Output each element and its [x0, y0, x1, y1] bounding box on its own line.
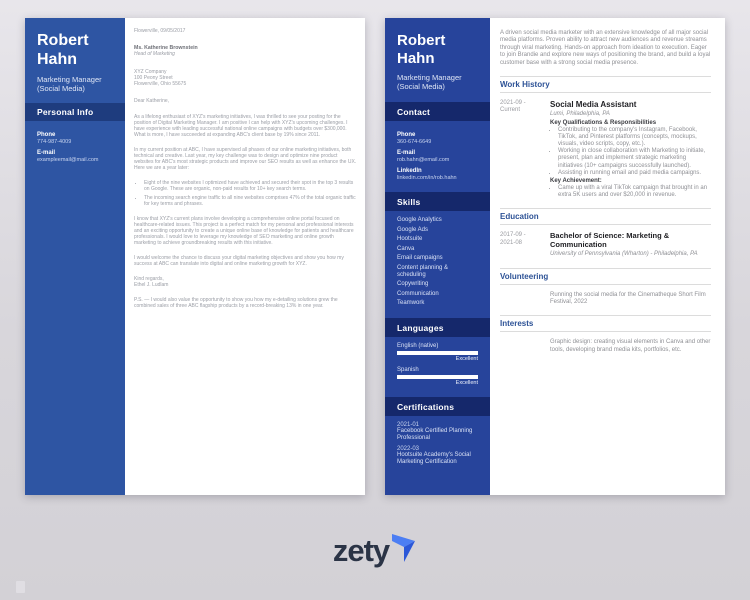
zety-logo-mark-icon [390, 532, 417, 563]
email-label: E-mail [37, 150, 56, 156]
work-date-to: Current [500, 107, 521, 114]
certification-name: Hootsuite Academy's Social Marketing Certification [397, 452, 471, 465]
language-name: Spanish [397, 367, 419, 373]
company-address-block [134, 69, 357, 87]
responsibility-item: • Contributing to the company's Instagram, Facebook, TikTok, and Pinterest platforms (concepts, mockups, visuals, video scripts, copy, etc.). [558, 127, 711, 149]
letter-bullet: • The incoming search engine traffic to all nine websites comprises 47% of the total organic traffic for key terms and phrases. [144, 195, 357, 207]
education-date-from: 2017-09 - [500, 232, 526, 239]
education-degree: Bachelor of Science: Marketing & Communication [550, 231, 670, 249]
personal-info-header: Personal Info [25, 103, 125, 121]
letter-paragraph-1: As a lifelong enthusiast of XYZ's marketing initiatives, I was thrilled to see your posting for the position of Digital Marketing Manager. I am positive I can help with XYZ's upcoming challenges. I have experience with leading successful national online campaigns with budgets over $300,000. What is more, I have succeeded at expanding ABC's client base by 19% since 2011. [134, 114, 348, 138]
education-date-to: 2021-08 [500, 239, 523, 246]
volunteering-text: Running the social media for the Cinematheque Short Film Festival, 2022 [550, 291, 706, 305]
language-name: English (native) [397, 343, 439, 349]
volunteering-dates [500, 292, 550, 307]
work-history-header: Work History [500, 76, 711, 93]
interests-entry [500, 339, 711, 354]
letter-date: Flowerville, 09/05/2017 [134, 28, 186, 34]
achievements-list [550, 185, 711, 199]
interests-dates [500, 339, 550, 354]
phone-label: Phone [397, 132, 416, 138]
phone-value: 774-987-4009 [37, 139, 72, 145]
linkedin-label: LinkedIn [397, 168, 422, 174]
work-date-from: 2021-09 - [500, 100, 526, 107]
letter-paragraph-2: In my current position at ABC, I have supervised all phases of our online marketing initiatives, both technical and creative. Last year, my key challenge was to design and optimize nine product websites for ABC's most strategic products and improve our SEO results as well as enhance the UX. Here we are a year later: [134, 147, 357, 171]
company-city: Flowerville, Ohio 55675 [134, 81, 187, 87]
achievement-item: • Came up with a viral TikTok campaign that brought in an extra 5K users and over $20,000 in revenue. [558, 185, 711, 199]
certification-item [397, 446, 478, 466]
education-entry [500, 232, 711, 258]
company-name: XYZ Company [134, 69, 167, 75]
certification-item [397, 422, 478, 442]
interests-header: Interests [500, 315, 711, 332]
letter-bullet-list [134, 180, 357, 207]
languages-section [385, 337, 490, 386]
language-item [397, 343, 478, 362]
skill-item: Hootsuite [397, 236, 423, 242]
email-value: rob.hahn@email.com [397, 157, 450, 163]
resume-sidebar [385, 18, 490, 495]
certifications-section [385, 416, 490, 466]
skill-item: Email campaigns [397, 255, 443, 261]
skills-section [385, 211, 490, 307]
cover-letter-sidebar [25, 18, 125, 495]
languages-header: Languages [385, 318, 490, 337]
resume-page[interactable] [385, 18, 725, 495]
document-previews [0, 18, 750, 495]
skill-item: Google Ads [397, 226, 429, 233]
work-job-title: Social Media Assistant [550, 100, 637, 110]
letter-paragraph-4: I would welcome the chance to discuss your digital marketing objectives and show you how my success at ABC can translate into digital and online marketing growth for XYZ. [134, 255, 344, 267]
responsibility-item: • Working in close collaboration with Marketing to initiate, present, plan and implement strategic marketing initiatives (10+ campaigns successfully launched). [558, 148, 711, 170]
language-level-label: Excellent [455, 356, 478, 362]
signature-block [134, 276, 357, 288]
certification-name: Facebook Certified Planning Professional [397, 428, 473, 441]
skill-item: Google Analytics [397, 217, 442, 223]
cover-letter-name: Robert Hahn [37, 32, 89, 68]
responsibility-item: • Assisting in running email and paid media campaigns. [558, 170, 711, 177]
cover-letter-contact [25, 121, 125, 169]
zety-logo-text: zety [332, 533, 390, 568]
skill-item: Copywriting [397, 281, 429, 287]
email-value: exampleemail@mail.com [37, 157, 99, 163]
certification-date: 2022-03 [397, 446, 420, 452]
cover-letter-job-title: Marketing Manager (Social Media) [37, 75, 102, 93]
phone-value: 360-674-6649 [397, 139, 432, 145]
cover-letter-page[interactable] [25, 18, 365, 495]
letter-bullet: • Eight of the nine websites I optimized have achieved and secured their spot in the top 3 results on Google. These are organic, non-paid results for 10+ key search terms. [144, 180, 357, 192]
salutation: Dear Katherine, [134, 98, 170, 104]
resume-name: Robert Hahn [397, 32, 446, 67]
skills-list [397, 217, 478, 307]
education-school: University of Pennsylvania (Wharton) - Philadelphia, PA [550, 251, 698, 258]
contact-header: Contact [385, 102, 490, 121]
recipient-title: Head of Marketing [134, 51, 175, 57]
closing: Kind regards, [134, 276, 164, 282]
letter-paragraph-3: I know that XYZ's current plans involve developing a comprehensive online portal focused on healthcare-related issues. This project is a perfect match for my personal and professional interests and an exciting opportunity to create a unique online base of knowledge for patients and healthcare professionals. I would love to leverage my knowledge of SEO marketing and online growth marketing to achieve groundbreaking results with this initiative. [134, 216, 354, 246]
work-history-entry [500, 100, 711, 199]
recipient-name: Ms. Katherine Brownstein [134, 45, 198, 51]
responsibilities-label: Key Qualifications & Responsibilities [550, 119, 657, 126]
work-company: Lumi, Philadelphia, PA [550, 110, 610, 117]
education-dates [500, 232, 550, 258]
postscript: P.S. — I would also value the opportunity to show you how my e-detailing solutions grew the combined sales of three ABC flagship products by a record-breaking 13% in one year. [134, 297, 338, 309]
language-item [397, 367, 478, 386]
responsibilities-list [550, 127, 711, 177]
skill-item: Teamwork [397, 300, 425, 306]
signature-name: Ethel J. Ludlam [134, 282, 169, 288]
zety-logo[interactable] [0, 532, 750, 570]
resume-contact [385, 121, 490, 181]
skill-item: Canva [397, 245, 415, 252]
achievement-label: Key Achievement: [550, 177, 602, 184]
phone-label: Phone [37, 132, 56, 138]
volunteering-entry [500, 292, 711, 307]
work-dates [500, 100, 550, 199]
skill-item: Communication [397, 290, 439, 297]
background-artifact [16, 581, 25, 593]
cover-letter-body [125, 18, 365, 495]
resume-summary: A driven social media marketer with an extensive knowledge of all major social media platforms. Proven ability to attract new audiences and revenue streams through viral marketing. Hands-on approach from ideation to execution. Eager to join Brandie and explore new ways of positioning the brand, and build a loyal customer base with a strong social media presence. [500, 30, 711, 66]
skill-item: Content planning & scheduling [397, 264, 449, 278]
volunteering-header: Volunteering [500, 268, 711, 285]
language-level-label: Excellent [455, 380, 478, 386]
education-details [550, 232, 711, 258]
language-level-bar [397, 351, 478, 355]
certifications-header: Certifications [385, 397, 490, 416]
company-street: 100 Peony Street [134, 75, 173, 81]
certification-date: 2021-01 [397, 422, 420, 428]
language-level-bar [397, 375, 478, 379]
education-header: Education [500, 208, 711, 225]
interests-text: Graphic design: creating visual elements in Canva and other tools, developing brand media kits, portfolios, etc. [550, 339, 711, 353]
resume-main-column [490, 18, 725, 495]
email-label: E-mail [397, 150, 416, 156]
resume-job-title: Marketing Manager (Social Media) [397, 73, 462, 91]
work-details [550, 100, 711, 199]
skills-header: Skills [385, 192, 490, 211]
linkedin-value: linkedin.com/in/rob.hahn [397, 175, 457, 181]
